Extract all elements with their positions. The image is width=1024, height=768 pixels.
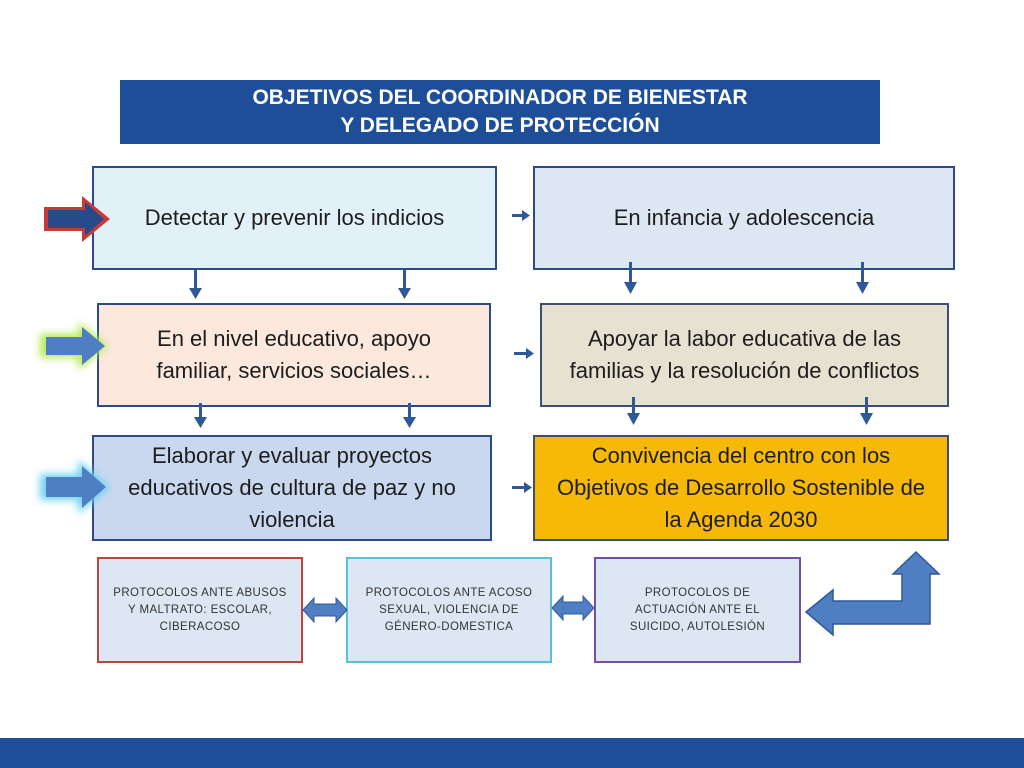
bent-up-arrow-icon <box>806 552 939 635</box>
footer-bar <box>0 738 1024 768</box>
arrow-right-icon <box>40 322 108 370</box>
protocol-abusos-text: PROTOCOLOS ANTE ABUSOS Y MALTRATO: ESCOLAR, CIBERACOSO <box>113 586 287 633</box>
box-detectar-text: Detectar y prevenir los indicios <box>144 205 445 230</box>
double-arrow-icon <box>303 598 347 622</box>
title-line-1: OBJETIVOS DEL COORDINADOR DE BIENESTAR <box>252 86 748 109</box>
title-line-2: Y DELEGADO DE PROTECCIÓN <box>340 114 660 137</box>
box-convivencia-text: Convivencia del centro con los Objetivos de Desarrollo Sostenible de la Agenda 2030 <box>556 443 926 532</box>
box-elaborar-text: Elaborar y evaluar proyectos educativos de cultura de paz y no violencia <box>128 443 456 532</box>
protocol-suicidio-text: PROTOCOLOS DE ACTUACIÓN ANTE EL SUICIDO, AUTOLESIÓN <box>629 586 766 633</box>
down-arrow-icon <box>189 262 873 428</box>
small-right-arrow-icon <box>514 348 534 359</box>
arrow-right-icon <box>40 460 110 514</box>
arrow-right-icon <box>44 196 110 242</box>
small-right-arrow-icon <box>512 482 532 493</box>
box-apoyar-text: Apoyar la labor educativa de las familias y la resolución de conflictos <box>569 326 920 383</box>
small-right-arrow-icon <box>512 210 530 221</box>
protocol-acoso-text: PROTOCOLOS ANTE ACOSO SEXUAL, VIOLENCIA DE GÉNERO-DOMESTICA <box>365 586 533 633</box>
box-infancia-text: En infancia y adolescencia <box>613 205 875 230</box>
box-nivel-text: En el nivel educativo, apoyo familiar, servicios sociales… <box>156 326 432 383</box>
double-arrow-icon <box>552 596 594 620</box>
